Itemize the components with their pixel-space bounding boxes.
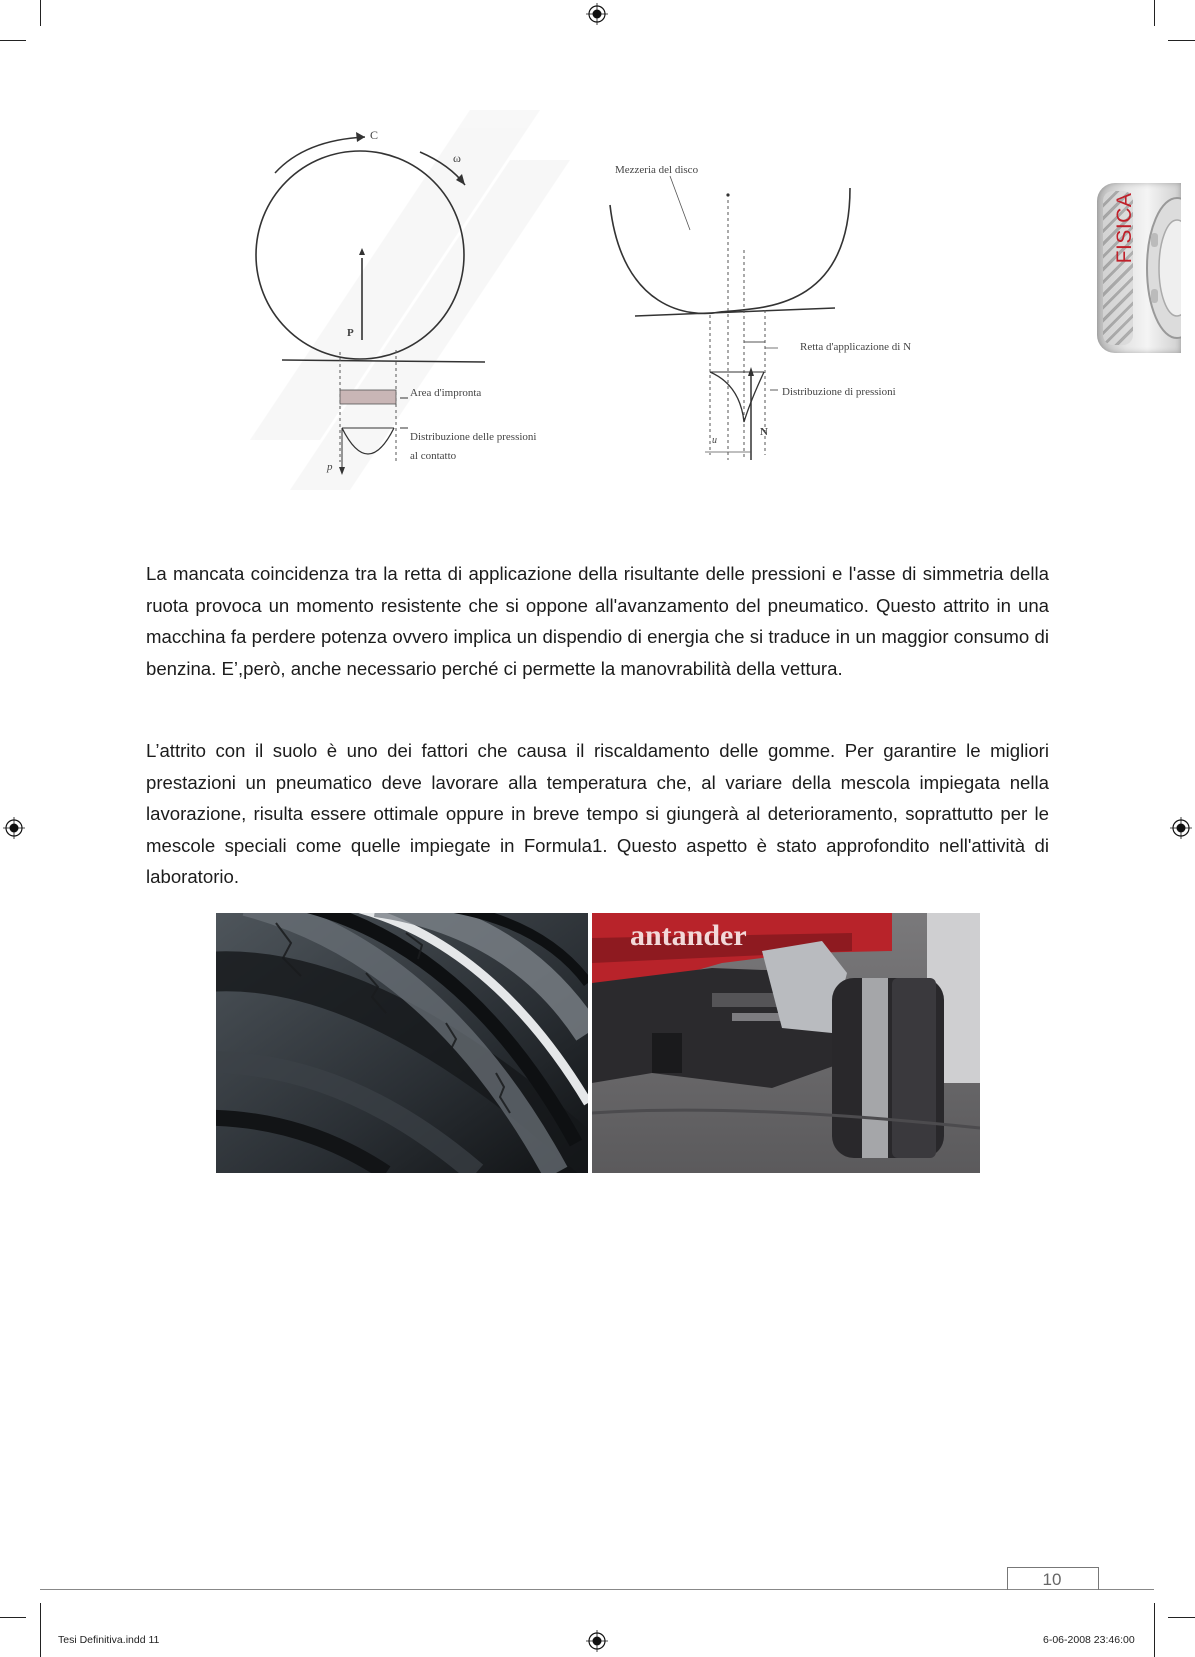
page-number: 10	[1042, 1570, 1062, 1589]
crop-mark	[40, 0, 41, 26]
label-n: N	[760, 426, 768, 438]
label-area: Area d'impronta	[410, 387, 482, 399]
footer-rule	[40, 1589, 1154, 1590]
registration-mark-icon	[586, 1630, 608, 1652]
worn-tire-photo	[216, 913, 588, 1173]
tire-pressure-diagram	[250, 110, 970, 500]
label-line-n: Retta d'applicazione di N	[800, 341, 912, 353]
registration-mark-icon	[3, 817, 25, 839]
label-p-pressure: p	[327, 461, 333, 473]
tire-rim-icon	[1137, 193, 1181, 343]
crop-mark	[1168, 40, 1195, 41]
label-c: C	[370, 128, 379, 142]
crop-mark	[1168, 1617, 1195, 1618]
section-label: FISICA	[1113, 192, 1136, 264]
crop-mark	[0, 40, 26, 41]
crop-mark	[1154, 0, 1155, 26]
registration-mark-icon	[586, 3, 608, 25]
f1-car-rear-photo	[592, 913, 980, 1173]
label-p-force: P	[347, 327, 354, 339]
label-omega: ω	[453, 151, 461, 165]
sponsor-text: antander	[630, 919, 747, 952]
crop-mark	[40, 1603, 41, 1657]
section-tab	[1097, 183, 1181, 353]
paragraph: La mancata coincidenza tra la retta di applicazione della risultante delle pressioni e l'asse di simmetria della ruota provoca un momento resistente che si oppone all'avanzamento del pneumatico. Questo attrito in una macchina fa perdere potenza ovvero implica un dispendio di energia che si traduce in un maggior consumo di benzina. E’,però, anche necessario perché ci permette la manovrabilità della vettura.	[146, 563, 1049, 679]
registration-mark-icon	[1170, 817, 1192, 839]
label-distribution-line2: al contatto	[410, 450, 457, 462]
timestamp: 6-06-2008 23:46:00	[1043, 1634, 1135, 1646]
right-wheel-diagram	[610, 164, 911, 460]
crop-mark	[0, 1617, 26, 1618]
label-u: u	[712, 435, 717, 446]
label-distribution: Distribuzione di pressioni	[782, 386, 896, 398]
label-midline: Mezzeria del disco	[615, 164, 699, 176]
label-distribution-line1: Distribuzione delle pressioni	[410, 431, 537, 443]
paragraph: L’attrito con il suolo è uno dei fattori che causa il riscaldamento delle gomme. Per garantire le migliori prestazioni un pneumatico deve lavorare alla temperatura che, al variare della mescola impiegata nella lavorazione, risulta essere ottimale oppure in breve tempo si giungerà al deterioramento, soprattutto per le mescole speciali come quelle impiegate in Formula1. Questo aspetto è stato approfondito nell'attività di laboratorio.	[146, 740, 1049, 887]
crop-mark	[1154, 1603, 1155, 1657]
file-info: Tesi Definitiva.indd 11	[58, 1634, 160, 1646]
